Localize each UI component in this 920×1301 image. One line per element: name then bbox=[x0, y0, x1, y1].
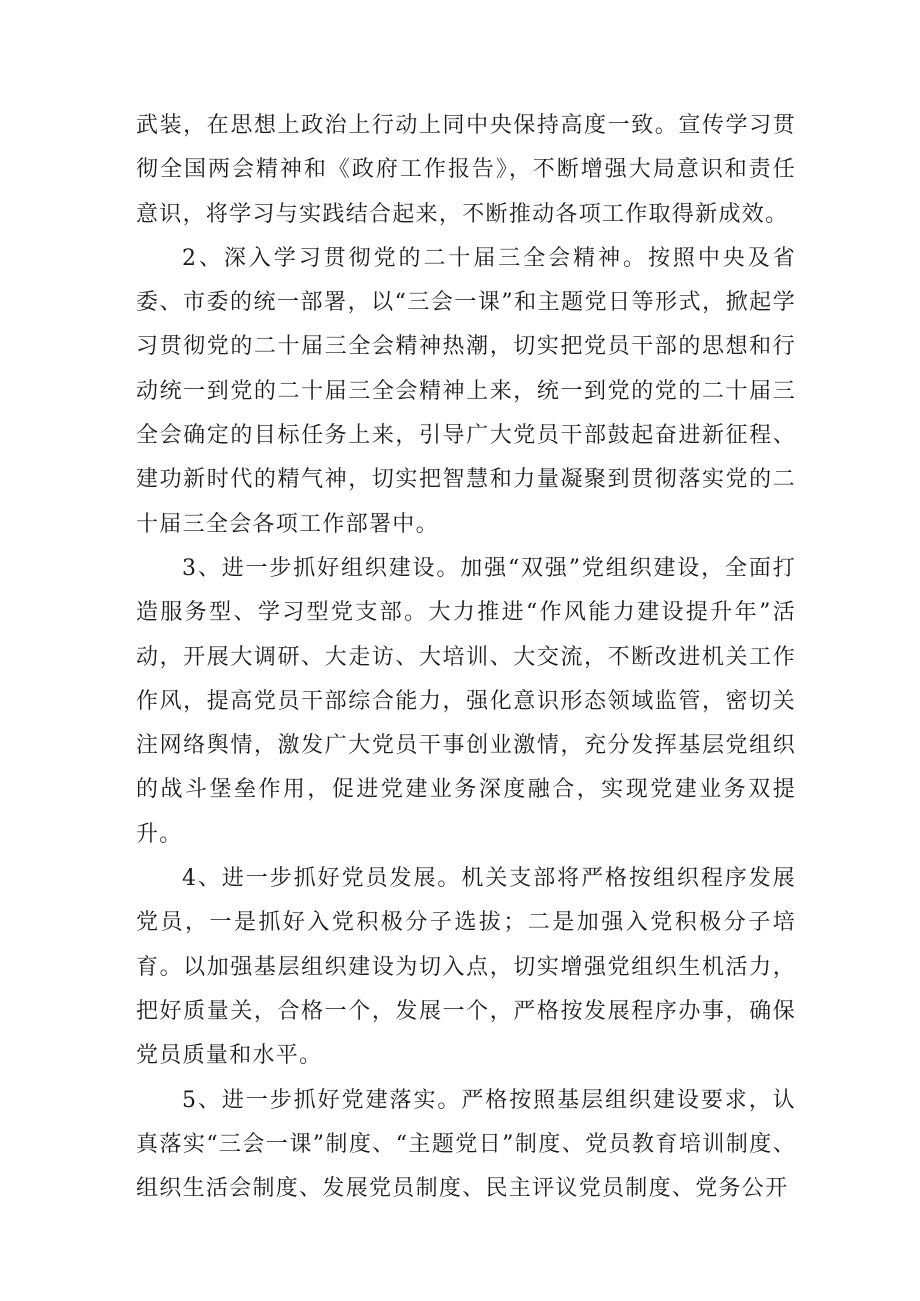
paragraph-item-3: 3、进一步抓好组织建设。加强“双强”党组织建设，全面打造服务型、学习型党支部。大力推进“作风能力建设提升年”活动，开展大调研、大走访、大培训、大交流，不断改进机关工作作风，提高党员干部综合能力，强化意识形态领域监管，密切关注网络舆情，激发广大党员干事创业激情，充分发挥基层党组织的战斗堡垒作用，促进党建业务深度融合，实现党建业务双提升。 bbox=[136, 555, 796, 847]
paragraph-item-4: 4、进一步抓好党员发展。机关支部将严格按组织程序发展党员，一是抓好入党积极分子选拔；二是加强入党积极分子培育。以加强基层组织建设为切入点，切实增强党组织生机活力，把好质量关，合格一个，发展一个，严格按发展程序办事，确保党员质量和水平。 bbox=[136, 866, 796, 1069]
paragraph-item-2: 2、深入学习贯彻党的二十届三全会精神。按照中央及省委、市委的统一部署，以“三会一课”和主题党日等形式，掀起学习贯彻党的二十届三全会精神热潮，切实把党员干部的思想和行动统一到党的二十届三全会精神上来，统一到党的党的二十届三全会确定的目标任务上来，引导广大党员干部鼓起奋进新征程、建功新时代的精气神，切实把智慧和力量凝聚到贯彻落实党的二十届三全会各项工作部署中。 bbox=[136, 245, 796, 537]
document-body bbox=[136, 104, 796, 1211]
paragraph-continuation: 武装，在思想上政治上行动上同中央保持高度一致。宣传学习贯彻全国两会精神和《政府工作报告》，不断增强大局意识和责任意识，将学习与实践结合起来，不断推动各项工作取得新成效。 bbox=[136, 113, 796, 227]
paragraph-item-5: 5、进一步抓好党建落实。严格按照基层组织建设要求，认真落实“三会一课”制度、“主题党日”制度、党员教育培训制度、组织生活会制度、发展党员制度、民主评议党员制度、党务公开 bbox=[136, 1087, 796, 1202]
